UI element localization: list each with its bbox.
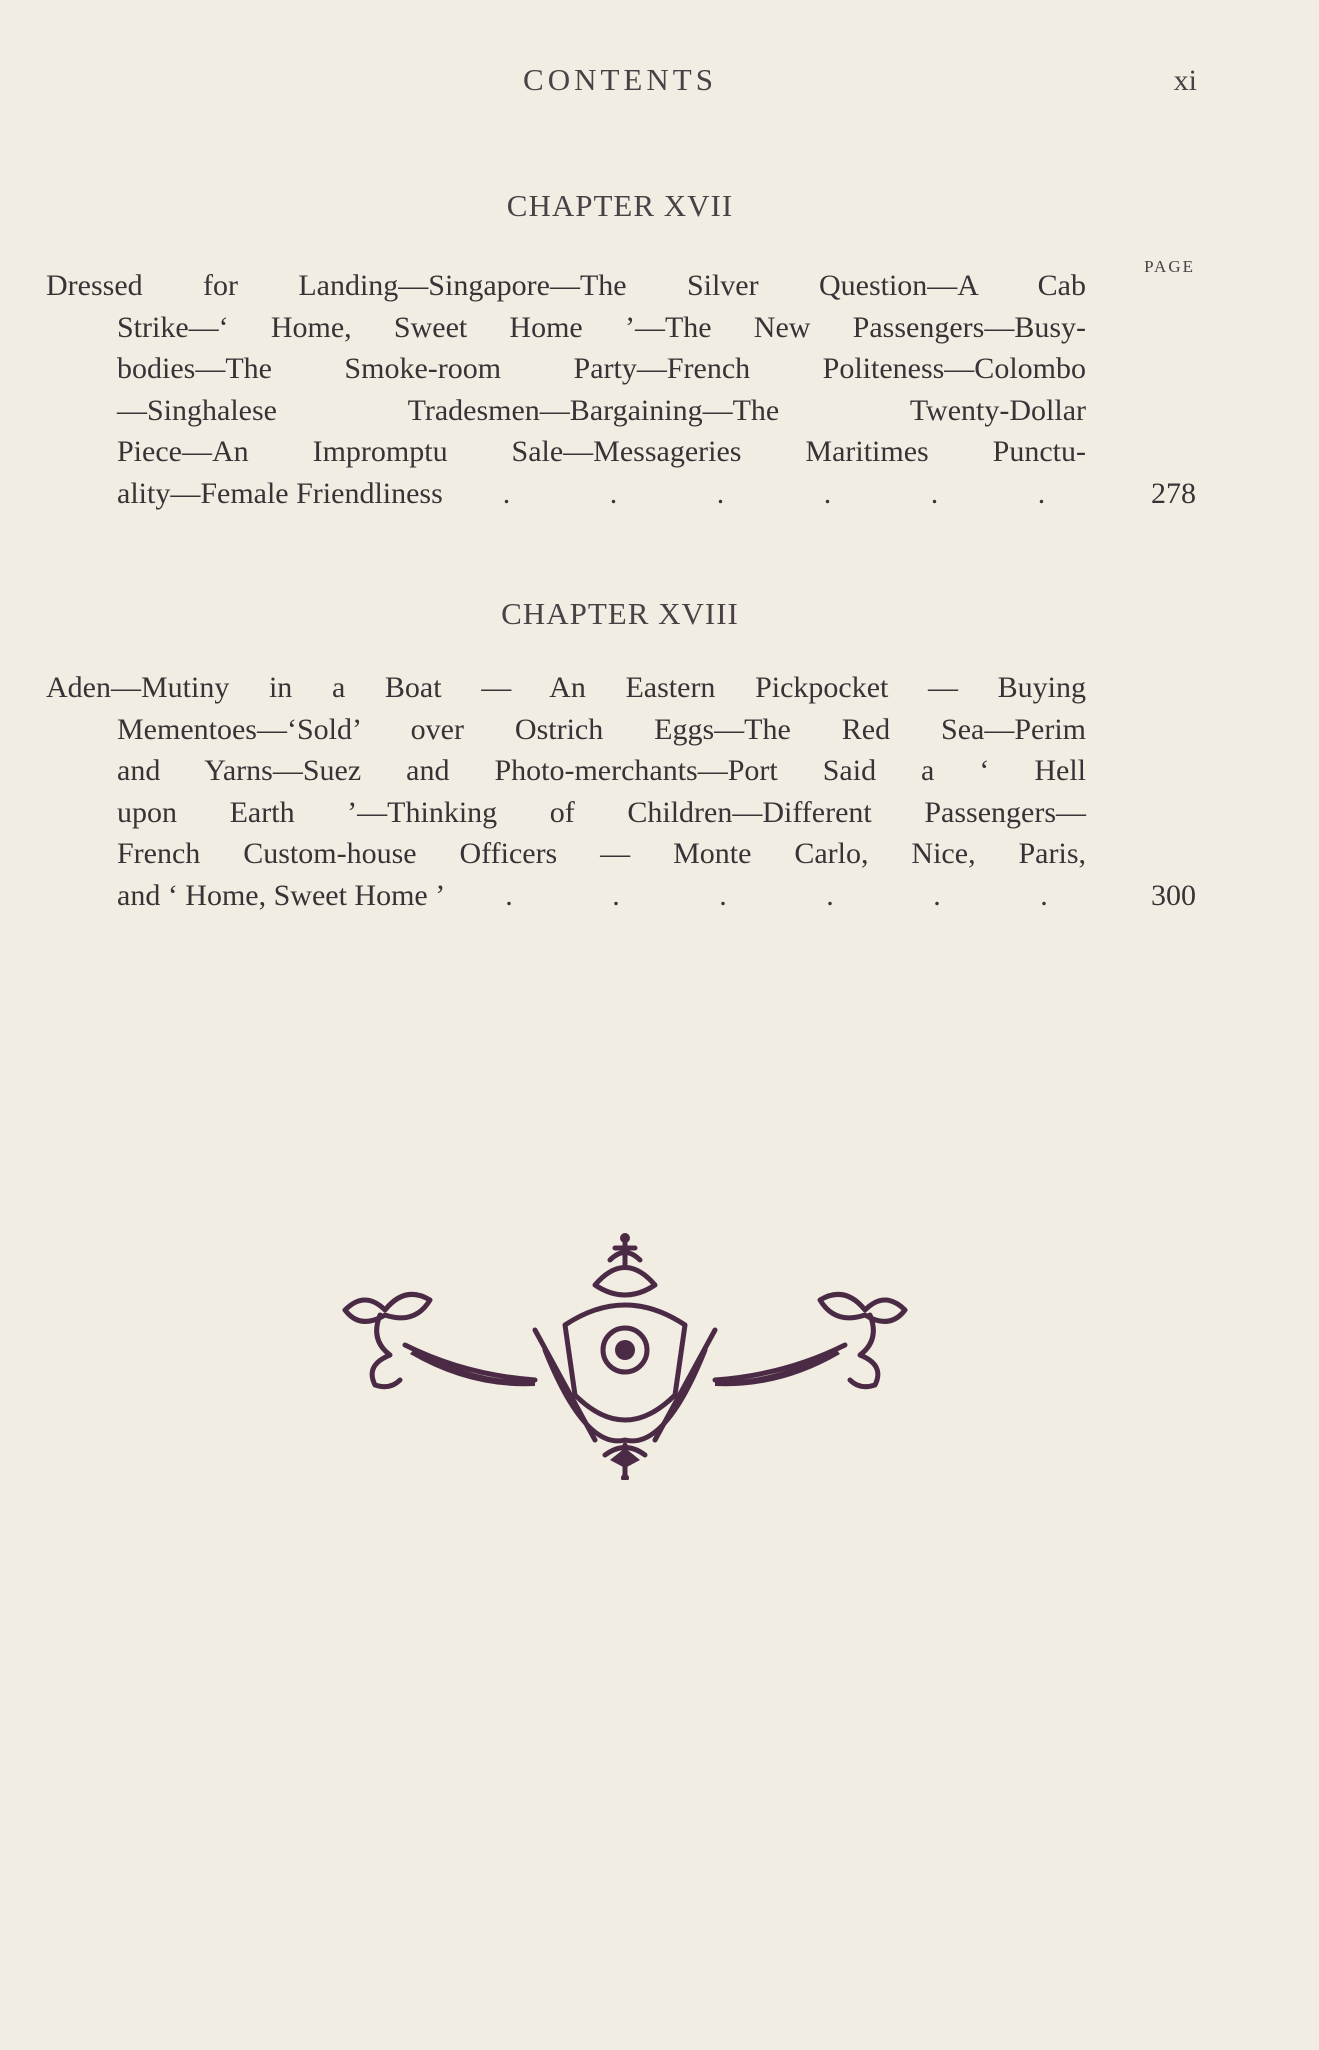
dot-leaders: . . . . . . bbox=[505, 878, 1094, 912]
running-title: CONTENTS bbox=[523, 62, 717, 97]
entry-line: Dressed for Landing—Singapore—The Silver Question—A Cab bbox=[46, 269, 1086, 302]
chapter-entry bbox=[46, 265, 1196, 514]
tailpiece-ornament-icon bbox=[335, 1230, 915, 1480]
entry-last-line bbox=[46, 473, 1196, 515]
entry-page-number: 278 bbox=[1151, 476, 1196, 510]
ornament-graphic bbox=[335, 1230, 915, 1480]
entry-line: and Yarns—Suez and Photo-merchants—Port Said a ‘ Hell bbox=[117, 754, 1086, 787]
entry-last-line bbox=[46, 875, 1196, 917]
entry-line: bodies—The Smoke-room Party—French Politeness—Colombo bbox=[117, 352, 1086, 385]
dot-leaders: . . . . . . bbox=[502, 476, 1092, 510]
entry-line: Strike—‘ Home, Sweet Home ’—The New Passengers—Busy- bbox=[117, 310, 1086, 344]
entry-line: Mementoes—‘Sold’ over Ostrich Eggs—The Red Sea—Perim bbox=[117, 712, 1086, 746]
entry-line: —Singhalese Tradesmen—Bargaining—The Twenty-Dollar bbox=[117, 393, 1086, 427]
entry-line: Aden—Mutiny in a Boat — An Eastern Pickpocket — Buying bbox=[46, 671, 1086, 704]
entry-page-number: 300 bbox=[1151, 878, 1196, 912]
entry-line: and ‘ Home, Sweet Home ’ bbox=[117, 878, 446, 912]
entry-line: Piece—An Impromptu Sale—Messageries Maritimes Punctu- bbox=[117, 435, 1086, 468]
entry-line: French Custom-house Officers — Monte Carlo, Nice, Paris, bbox=[117, 837, 1086, 870]
chapter-heading: CHAPTER XVII bbox=[506, 188, 734, 223]
chapter-heading: CHAPTER XVIII bbox=[501, 596, 739, 631]
page-column-label: PAGE bbox=[1144, 257, 1195, 276]
entry-line: upon Earth ’—Thinking of Children—Different Passengers— bbox=[117, 795, 1086, 829]
entry-line: ality—Female Friendliness bbox=[117, 476, 443, 510]
running-head bbox=[0, 62, 1319, 102]
chapter-entry bbox=[46, 667, 1196, 916]
page-number: xi bbox=[1173, 64, 1197, 97]
